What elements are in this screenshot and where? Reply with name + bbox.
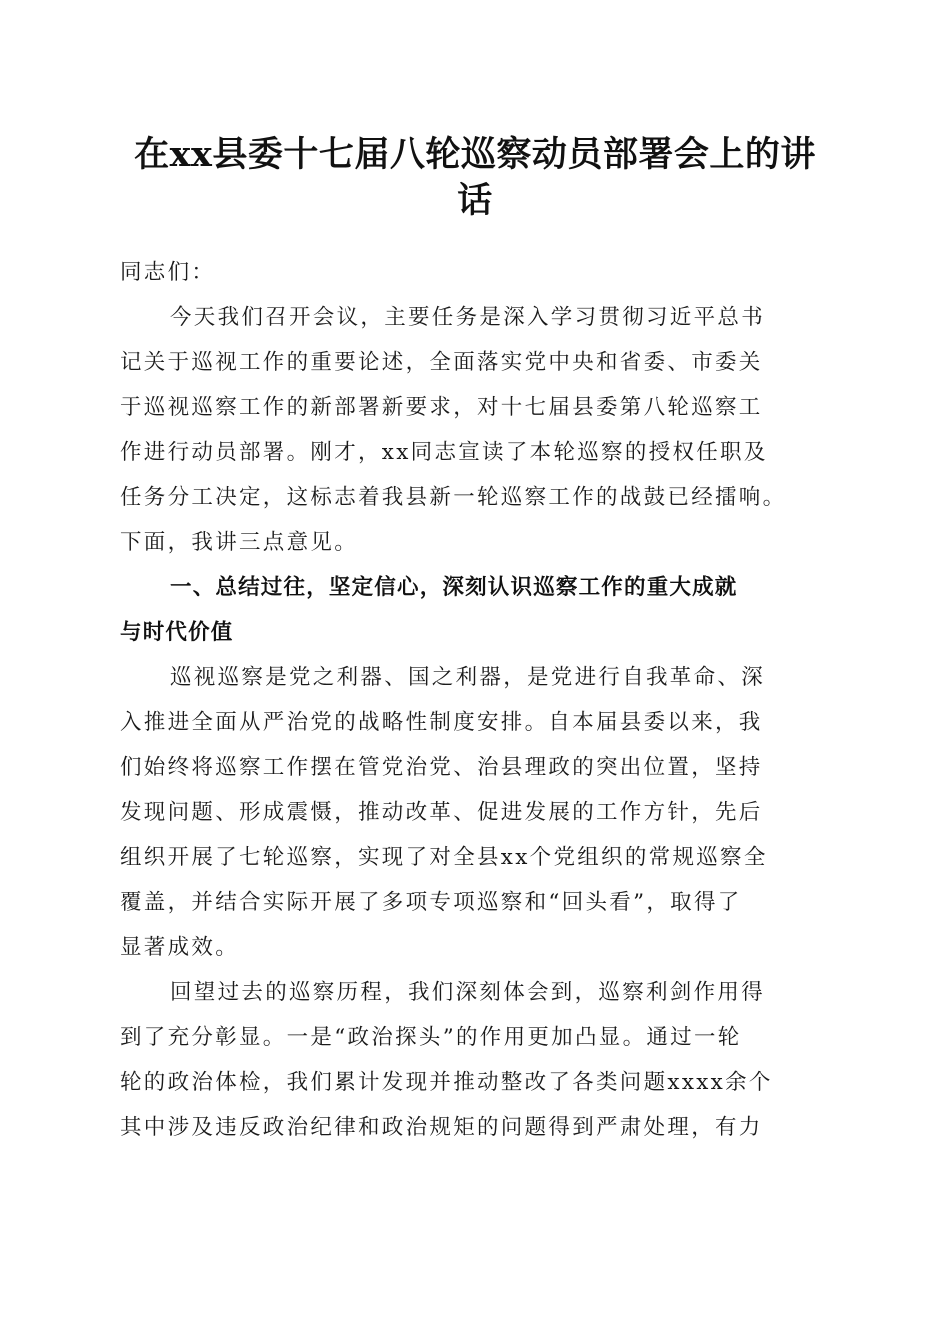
section-heading-1-line: 一、总结过往，坚定信心，深刻认识巡察工作的重大成就 (170, 575, 738, 600)
paragraph-1-line: 作进行动员部署。刚才，xx同志宣读了本轮巡察的授权任职及 (120, 440, 768, 465)
greeting: 同志们： (120, 260, 216, 285)
paragraph-1-line: 下面，我讲三点意见。 (120, 530, 359, 555)
paragraph-2-line: 显著成效。 (120, 935, 240, 960)
paragraph-2-line: 巡视巡察是党之利器、国之利器，是党进行自我革命、深 (170, 665, 766, 690)
title-line-1: 在xx县委十七届八轮巡察动员部署会上的讲 (134, 134, 816, 175)
paragraph-1-line: 今天我们召开会议，主要任务是深入学习贯彻习近平总书 (170, 305, 766, 330)
paragraph-1-line: 于巡视巡察工作的新部署新要求，对十七届县委第八轮巡察工 (120, 395, 763, 420)
section-heading-1 (120, 565, 832, 655)
paragraph-3-line: 到了充分彰显。一是“政治探头”的作用更加凸显。通过一轮 (120, 1025, 742, 1050)
title-line-2: 话 (457, 180, 493, 221)
paragraph-2-line: 发现问题、形成震慑，推动改革、促进发展的工作方针，先后 (120, 800, 763, 825)
paragraph-1 (120, 295, 832, 565)
paragraph-1-line: 任务分工决定，这标志着我县新一轮巡察工作的战鼓已经擂响。 (120, 485, 787, 510)
paragraph-2-line: 组织开展了七轮巡察，实现了对全县xx个党组织的常规巡察全 (120, 845, 768, 870)
paragraph-3 (120, 970, 832, 1150)
document-body (120, 250, 832, 1150)
paragraph-2-line: 覆盖，并结合实际开展了多项专项巡察和“回头看”，取得了 (120, 890, 742, 915)
paragraph-3-line: 回望过去的巡察历程，我们深刻体会到，巡察利剑作用得 (170, 980, 766, 1005)
paragraph-2-line: 入推进全面从严治党的战略性制度安排。自本届县委以来，我 (120, 710, 763, 735)
paragraph-2 (120, 655, 832, 970)
paragraph-1-line: 记关于巡视工作的重要论述，全面落实党中央和省委、市委关 (120, 350, 763, 375)
paragraph-3-line: 其中涉及违反政治纪律和政治规矩的问题得到严肃处理，有力 (120, 1115, 763, 1140)
paragraph-3-line: 轮的政治体检，我们累计发现并推动整改了各类问题xxxx余个 (120, 1070, 773, 1095)
paragraph-2-line: 们始终将巡察工作摆在管党治党、治县理政的突出位置，坚持 (120, 755, 763, 780)
document-title (100, 132, 850, 224)
section-heading-1-line: 与时代价值 (120, 620, 234, 645)
